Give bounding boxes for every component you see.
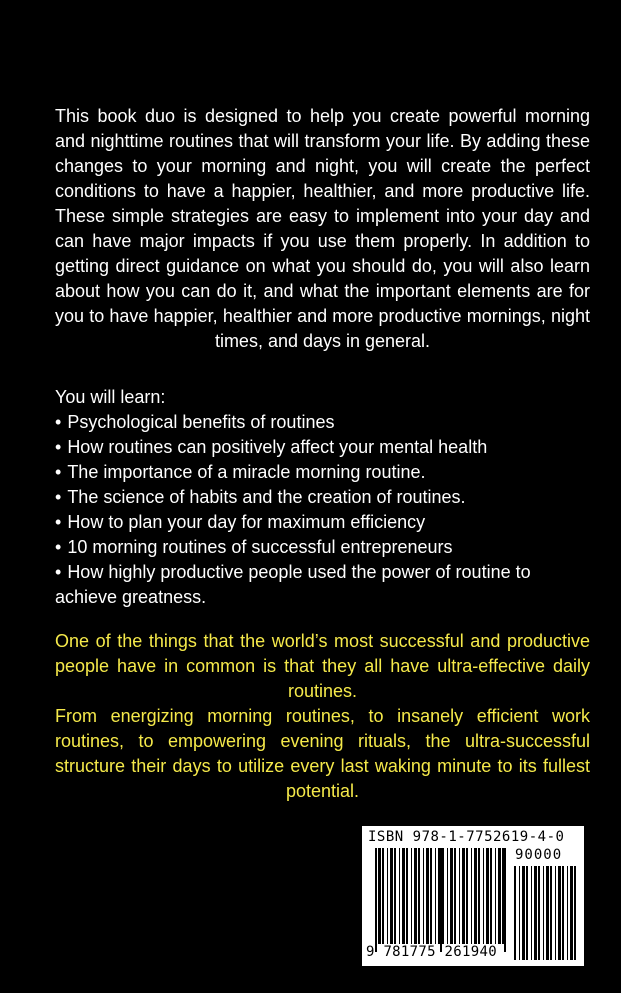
barcode-bar: [531, 866, 532, 960]
barcode-bar: [382, 848, 384, 944]
list-item-text: The importance of a miracle morning routine.: [67, 462, 426, 482]
barcode-bar: [387, 848, 388, 944]
list-item-text: 10 morning routines of successful entrepreneurs: [67, 537, 453, 557]
barcode-bar: [526, 866, 528, 960]
isbn-barcode: [362, 826, 584, 966]
learning-list: [55, 410, 595, 610]
barcode-bar: [550, 866, 552, 960]
list-item: [55, 460, 595, 485]
barcode-bar: [558, 866, 561, 960]
bullet-icon: •: [55, 487, 62, 507]
list-item-text: How highly productive people used the power of routine to achieve greatness.: [55, 562, 531, 607]
bullet-icon: •: [55, 462, 62, 482]
barcode-bar: [483, 848, 484, 944]
barcode-bar: [478, 848, 480, 944]
bullet-icon: •: [55, 437, 62, 457]
barcode-bar: [447, 848, 448, 944]
list-item: [55, 510, 595, 535]
barcode-guard-bar: [440, 848, 442, 952]
barcode-bar: [486, 848, 489, 944]
list-item: [55, 535, 595, 560]
bullet-icon: •: [55, 412, 62, 432]
barcode-bar: [442, 848, 444, 944]
learning-points: [55, 385, 595, 610]
list-item: [55, 435, 595, 460]
barcode-bar: [454, 848, 456, 944]
list-item: [55, 485, 595, 510]
barcode-bar: [543, 866, 544, 960]
barcode-bar: [459, 848, 460, 944]
book-description: [55, 104, 590, 354]
list-item-text: Psychological benefits of routines: [67, 412, 335, 432]
isbn-number: ISBN 978-1-7752619-4-0: [368, 829, 565, 845]
barcode-bar: [399, 848, 400, 944]
barcode-bar: [502, 848, 504, 944]
promo-text: [55, 629, 590, 804]
barcode-bar: [394, 848, 396, 944]
barcode-bar: [574, 866, 576, 960]
bullet-icon: •: [55, 512, 62, 532]
barcode-bar: [522, 866, 525, 960]
barcode-bar: [418, 848, 420, 944]
learning-heading: You will learn:: [55, 387, 166, 407]
barcode-bar: [462, 848, 465, 944]
barcode-bar: [430, 848, 432, 944]
barcode-bar: [538, 866, 540, 960]
promo-paragraph-1: One of the things that the world’s most successful and productive people have in common is that they all have ultra-effective daily routines.: [55, 631, 590, 701]
barcode-bar: [567, 866, 568, 960]
barcode-bar: [555, 866, 556, 960]
barcode-bar: [426, 848, 429, 944]
barcode-bar: [471, 848, 472, 944]
price-code: 90000: [515, 847, 563, 863]
barcode-bar: [495, 848, 496, 944]
barcode-bar: [562, 866, 564, 960]
barcode-bar: [514, 866, 516, 960]
list-item-text: The science of habits and the creation of routines.: [67, 487, 466, 507]
bullet-icon: •: [55, 537, 62, 557]
barcode-bar: [402, 848, 405, 944]
barcode-bar: [570, 866, 573, 960]
list-item-text: How routines can positively affect your mental health: [67, 437, 488, 457]
barcode-bar: [474, 848, 477, 944]
barcode-bar: [435, 848, 436, 944]
barcode-bar: [414, 848, 417, 944]
ean-digits: 9 781775 261940: [366, 944, 497, 960]
barcode-bar: [378, 848, 381, 944]
barcode-guard-bar: [375, 848, 377, 952]
barcode-bar: [498, 848, 501, 944]
barcode-guard-bar: [504, 848, 506, 952]
barcode-bar: [534, 866, 537, 960]
barcode-bar: [411, 848, 412, 944]
barcode-bar: [423, 848, 424, 944]
barcode-bar: [406, 848, 408, 944]
barcode-bar: [546, 866, 549, 960]
barcode-bar: [466, 848, 468, 944]
bullet-icon: •: [55, 562, 62, 582]
barcode-bar: [490, 848, 492, 944]
description-paragraph: This book duo is designed to help you create powerful morning and nighttime routines that will transform your life. By adding these changes to your morning and night, you will create the perfect conditions to have a happier, healthier, and more productive life. These simple strategies are easy to implement into your day and can have major impacts if you use them properly. In addition to getting direct guidance on what you should do, you will also learn about how you can do it, and what the important elements are for you to have happier, healthier and more productive mornings, night times, and days in general.: [55, 106, 590, 351]
list-item-text: How to plan your day for maximum efficiency: [67, 512, 426, 532]
barcode-bar: [390, 848, 393, 944]
list-item: [55, 410, 595, 435]
list-item: [55, 560, 595, 610]
promo-paragraph-2: From energizing morning routines, to insanely efficient work routines, to empowering evening rituals, the ultra-successful structure their days to utilize every last waking minute to its fullest potential.: [55, 706, 590, 801]
barcode-bar: [450, 848, 453, 944]
barcode-bar: [519, 866, 520, 960]
